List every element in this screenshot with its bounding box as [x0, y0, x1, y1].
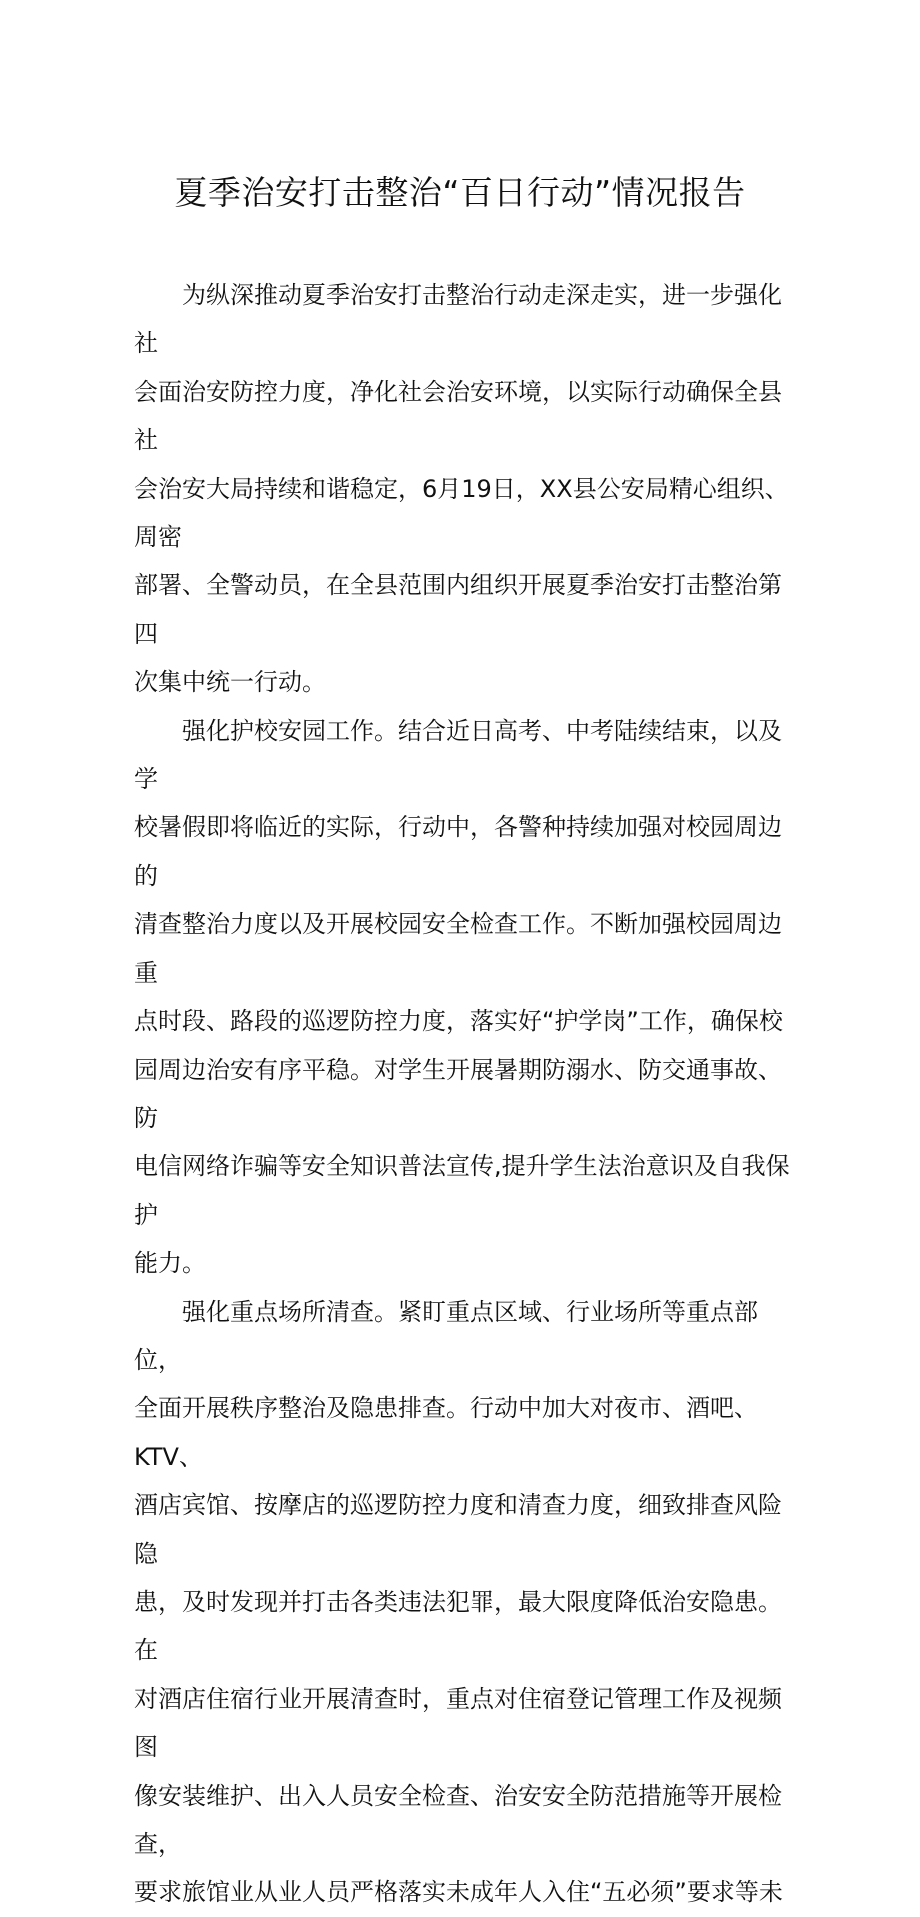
paragraph-key-venues: 强化重点场所清查。紧盯重点区域、行业场所等重点部位， 全面开展秩序整治及隐患排查。行动中加大对夜市、酒吧、KTV、 酒店宾馆、按摩店的巡逻防控力度和清查力度，细致排查风险隐 患，及时发现并打击各类违法犯罪，最大限度降低治安隐患。在 对酒店住宿行业开展清查时，重点对住宿登记管理工作及视频图 像安装维护、出入人员安全检查、治安安全防范措施等开展检查， 要求旅馆业从业人员严格落实未成年人入住“五必须”要求等未	[134, 1297, 783, 1907]
paragraph-campus-safety: 强化护校安园工作。结合近日高考、中考陆续结束，以及学 校暑假即将临近的实际，行动中，各警种持续加强对校园周边的 清查整治力度以及开展校园安全检查工作。不断加强校园周边重 点时段、路段的巡逻防控力度，落实好“护学岗”工作，确保校 园周边治安有序平稳。对学生开展暑期防溺水、防交通事故、防 电信网络诈骗等安全知识普法宣传,提升学生法治意识及自我保护 能力。	[134, 716, 790, 1278]
document-body	[134, 271, 794, 1917]
document-title: 夏季治安打击整治“百日行动”情况报告	[174, 173, 746, 212]
paragraph-intro: 为纵深推动夏季治安打击整治行动走深走实，进一步强化社 会面治安防控力度，净化社会治安环境，以实际行动确保全县社 会治安大局持续和谐稳定，6月19日，XX县公安局精心组织、周密 部署、全警动员，在全县范围内组织开展夏季治安打击整治第四 次集中统一行动。	[134, 281, 789, 697]
